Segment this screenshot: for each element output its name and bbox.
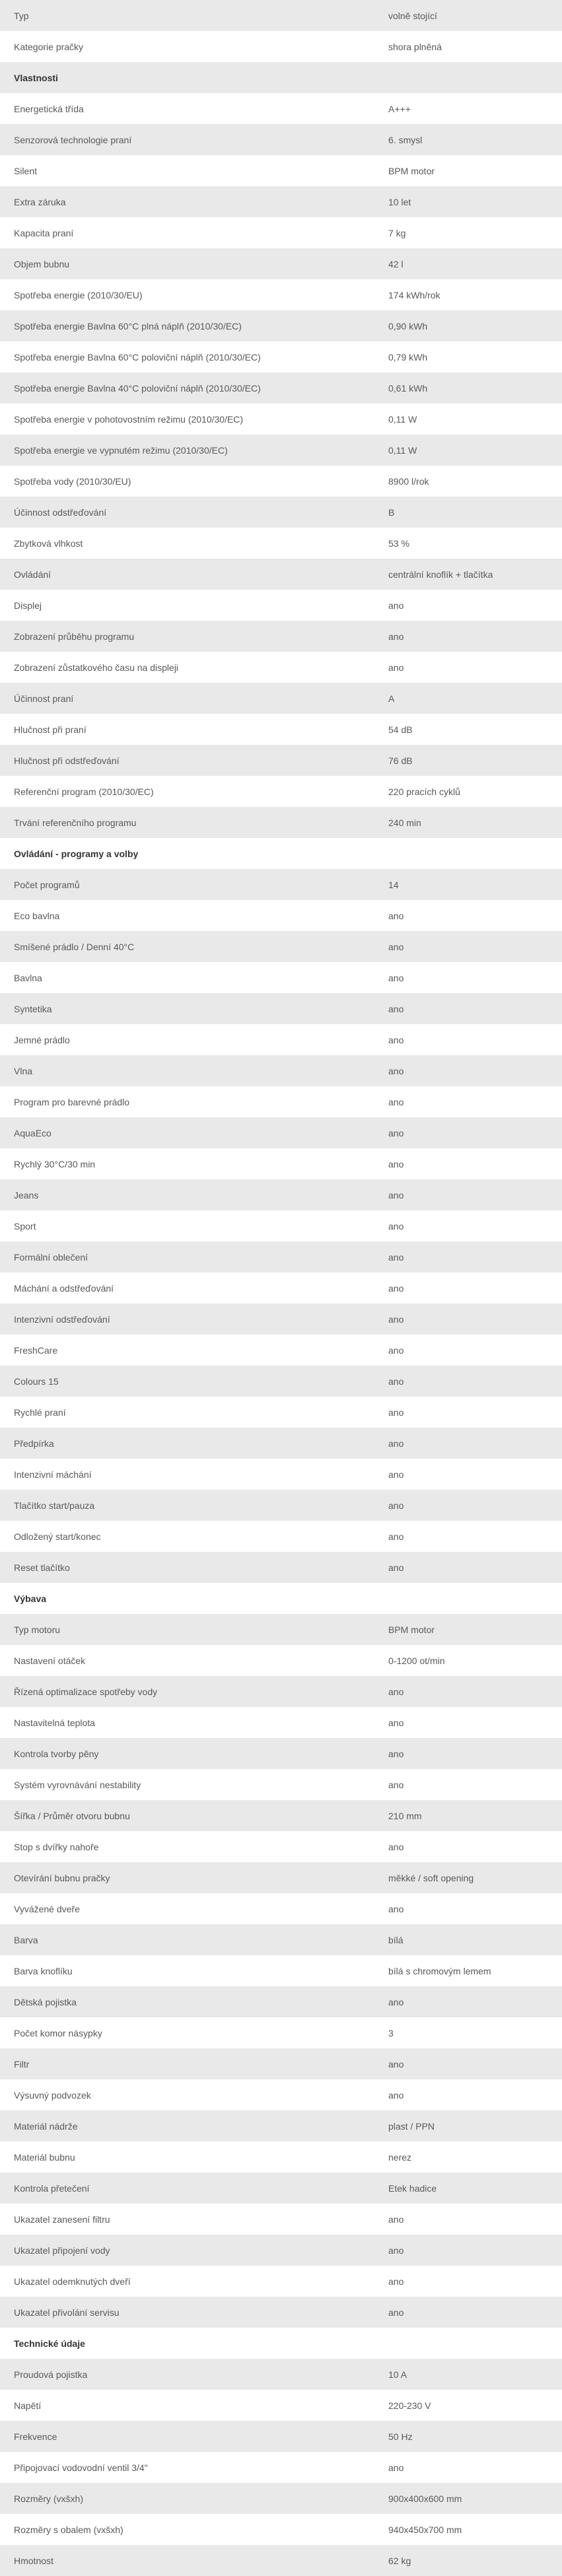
spec-value: ano (388, 1686, 404, 1697)
spec-row (0, 1024, 562, 1055)
spec-label: Intenzivní odstřeďování (14, 1313, 110, 1325)
spec-label: Bavlna (14, 972, 42, 983)
spec-row (0, 2048, 562, 2079)
spec-label: Reset tlačítko (14, 1562, 70, 1573)
spec-row (0, 2110, 562, 2141)
spec-label: Vlna (14, 1065, 33, 1076)
spec-row (0, 1800, 562, 1831)
spec-value: BPM motor (388, 165, 435, 176)
spec-label: Ovládání (14, 569, 52, 580)
spec-value: ano (388, 972, 404, 983)
spec-value: 8900 l/rok (388, 475, 429, 487)
spec-row (0, 745, 562, 776)
spec-value: 940x450x700 mm (388, 2524, 462, 2535)
spec-row (0, 528, 562, 559)
spec-value: ano (388, 1407, 404, 1418)
spec-value: 7 kg (388, 227, 406, 238)
spec-row (0, 1955, 562, 1986)
spec-row (0, 2390, 562, 2421)
spec-row (0, 621, 562, 652)
spec-label: Referenční program (2010/30/EC) (14, 786, 154, 797)
section-title: Technické údaje (14, 2338, 85, 2349)
spec-value: ano (388, 1469, 404, 1480)
spec-label: Jemné prádlo (14, 1034, 70, 1045)
spec-value: 0,11 W (388, 444, 417, 456)
spec-row (0, 1459, 562, 1490)
spec-label: Ukazatel zanesení filtru (14, 2213, 110, 2225)
spec-label: Účinnost odstřeďování (14, 506, 107, 518)
spec-label: Jeans (14, 1189, 39, 1201)
spec-label: Rozměry (vxšxh) (14, 2493, 84, 2504)
spec-row (0, 217, 562, 248)
spec-label: Systém vyrovnávání nestability (14, 1779, 141, 1790)
spec-label: Ukazatel odemknutých dveří (14, 2276, 131, 2287)
spec-row (0, 0, 562, 31)
spec-value: 62 kg (388, 2555, 411, 2566)
spec-value: ano (388, 1438, 404, 1449)
spec-value: měkké / soft opening (388, 1872, 474, 1883)
spec-label: Řízená optimalizace spotřeby vody (14, 1686, 158, 1697)
section-title: Výbava (14, 1593, 47, 1604)
spec-value: bílá (388, 1934, 404, 1945)
spec-value: 220-230 V (388, 2400, 431, 2411)
spec-label: Výsuvný podvozek (14, 2089, 91, 2101)
spec-value: ano (388, 910, 404, 921)
spec-row (0, 2266, 562, 2297)
spec-label: Hmotnost (14, 2555, 53, 2566)
spec-value: 76 dB (388, 755, 413, 766)
spec-row (0, 776, 562, 807)
spec-value: ano (388, 2462, 404, 2473)
section-title: Ovládání - programy a volby (14, 848, 139, 859)
spec-value: ano (388, 1127, 404, 1138)
spec-value: ano (388, 1096, 404, 1107)
spec-value: shora plněná (388, 41, 442, 52)
spec-value: 0,79 kWh (388, 351, 428, 363)
spec-value: ano (388, 1375, 404, 1387)
spec-row (0, 1986, 562, 2017)
spec-row (0, 341, 562, 372)
spec-value: ano (388, 662, 404, 673)
spec-row (0, 497, 562, 528)
spec-label: Spotřeba energie Bavlna 60°C poloviční náplň (2010/30/EC) (14, 351, 261, 363)
section-header-row (0, 2328, 562, 2359)
spec-label: Kontrola tvorby pěny (14, 1748, 99, 1759)
spec-label: Připojovací vodovodní ventil 3/4" (14, 2462, 148, 2473)
spec-value: A (388, 693, 395, 704)
spec-value: ano (388, 2245, 404, 2256)
spec-row (0, 2173, 562, 2204)
spec-label: Typ motoru (14, 1624, 61, 1635)
spec-row (0, 807, 562, 838)
spec-label: Předpírka (14, 1438, 54, 1449)
spec-value: 54 dB (388, 724, 413, 735)
spec-label: Ukazatel připojení vody (14, 2245, 110, 2256)
spec-row (0, 559, 562, 590)
spec-label: Extra záruka (14, 196, 66, 207)
spec-value: bílá s chromovým lemem (388, 1965, 491, 1976)
spec-label: Materiál nádrže (14, 2120, 78, 2132)
spec-row (0, 2079, 562, 2110)
spec-row (0, 1272, 562, 1304)
spec-row (0, 1521, 562, 1552)
spec-value: 10 let (388, 196, 411, 207)
spec-row (0, 1304, 562, 1335)
spec-label: Stop s dvířky nahoře (14, 1841, 99, 1852)
spec-label: Objem bubnu (14, 258, 70, 269)
spec-value: ano (388, 941, 404, 952)
spec-value: Etek hadice (388, 2182, 437, 2194)
spec-label: Syntetika (14, 1003, 52, 1014)
section-header-row (0, 1583, 562, 1614)
spec-value: ano (388, 1282, 404, 1294)
spec-value: ano (388, 2089, 404, 2101)
spec-value: ano (388, 1189, 404, 1201)
spec-label: Spotřeba energie Bavlna 60°C plná náplň (2010/30/EC) (14, 320, 242, 331)
spec-value: 42 l (388, 258, 404, 269)
spec-label: Spotřeba vody (2010/30/EU) (14, 475, 131, 487)
spec-value: volně stojící (388, 10, 437, 21)
spec-row (0, 2017, 562, 2048)
spec-label: Barva (14, 1934, 38, 1945)
spec-value: BPM motor (388, 1624, 435, 1635)
spec-label: Barva knoflíku (14, 1965, 73, 1976)
spec-value: plast / PPN (388, 2120, 435, 2132)
spec-row (0, 1397, 562, 1428)
spec-value: ano (388, 1220, 404, 1232)
spec-row (0, 403, 562, 435)
spec-value: 210 mm (388, 1810, 422, 1821)
spec-value: ano (388, 1996, 404, 2007)
spec-label: Materiál bubnu (14, 2151, 75, 2163)
spec-row (0, 2359, 562, 2390)
spec-row (0, 1738, 562, 1769)
spec-label: Dětská pojistka (14, 1996, 77, 2007)
spec-value: A+++ (388, 103, 411, 114)
spec-label: Frekvence (14, 2431, 57, 2442)
spec-row (0, 248, 562, 279)
spec-value: 0,90 kWh (388, 320, 428, 331)
spec-label: Nastavení otáček (14, 1655, 86, 1666)
spec-value: ano (388, 1313, 404, 1325)
spec-label: Napětí (14, 2400, 42, 2411)
spec-row (0, 1645, 562, 1676)
spec-label: Odložený start/konec (14, 1531, 101, 1542)
spec-row (0, 1428, 562, 1459)
spec-label: FreshCare (14, 1344, 58, 1356)
spec-row (0, 1148, 562, 1179)
spec-label: Spotřeba energie (2010/30/EU) (14, 289, 143, 300)
spec-row (0, 1831, 562, 1862)
spec-row (0, 590, 562, 621)
spec-value: ano (388, 1344, 404, 1356)
spec-row (0, 2141, 562, 2173)
spec-row (0, 1769, 562, 1800)
spec-value: 3 (388, 2027, 394, 2038)
spec-value: 240 min (388, 817, 421, 828)
section-header-row (0, 62, 562, 93)
spec-label: Colours 15 (14, 1375, 59, 1387)
spec-value: ano (388, 1779, 404, 1790)
spec-value: ano (388, 2213, 404, 2225)
spec-row (0, 1366, 562, 1397)
spec-label: Hlučnost při odstřeďování (14, 755, 120, 766)
spec-value: ano (388, 1562, 404, 1573)
spec-value: 14 (388, 879, 399, 890)
spec-value: ano (388, 1841, 404, 1852)
spec-label: Účinnost praní (14, 693, 74, 704)
spec-label: Rychlý 30°C/30 min (14, 1158, 96, 1169)
spec-label: Eco bavlna (14, 910, 60, 921)
spec-row (0, 1210, 562, 1241)
spec-label: AquaEco (14, 1127, 52, 1138)
spec-label: Silent (14, 165, 38, 176)
spec-row (0, 1614, 562, 1645)
spec-label: Kapacita praní (14, 227, 74, 238)
spec-row (0, 900, 562, 931)
spec-row (0, 1179, 562, 1210)
spec-label: Zobrazení zůstatkového času na displeji (14, 662, 179, 673)
spec-value: 6. smysl (388, 134, 423, 145)
spec-row (0, 186, 562, 217)
spec-value: 220 pracích cyklů (388, 786, 460, 797)
spec-row (0, 93, 562, 124)
spec-value: B (388, 506, 395, 518)
spec-value: ano (388, 1065, 404, 1076)
spec-value: ano (388, 1003, 404, 1014)
spec-value: ano (388, 1500, 404, 1511)
spec-row (0, 435, 562, 466)
spec-row (0, 1335, 562, 1366)
spec-row (0, 993, 562, 1024)
spec-label: Proudová pojistka (14, 2369, 88, 2380)
spec-row (0, 310, 562, 341)
spec-row (0, 1241, 562, 1272)
spec-value: nerez (388, 2151, 412, 2163)
spec-row (0, 155, 562, 186)
spec-value: 174 kWh/rok (388, 289, 440, 300)
spec-value: 53 % (388, 538, 409, 549)
spec-label: Sport (14, 1220, 36, 1232)
spec-label: Spotřeba energie v pohotovostním režimu (2010/30/EC) (14, 413, 244, 425)
spec-value: ano (388, 1251, 404, 1263)
spec-row (0, 1862, 562, 1893)
spec-label: Počet komor násypky (14, 2027, 102, 2038)
spec-value: ano (388, 1748, 404, 1759)
spec-label: Senzorová technologie praní (14, 134, 132, 145)
spec-label: Intenzivní máchání (14, 1469, 92, 1480)
spec-row (0, 2421, 562, 2452)
spec-row (0, 714, 562, 745)
spec-row (0, 2204, 562, 2235)
spec-label: Kontrola přetečení (14, 2182, 90, 2194)
spec-row (0, 2297, 562, 2328)
spec-label: Zbytková vlhkost (14, 538, 83, 549)
spec-label: Formální oblečení (14, 1251, 88, 1263)
spec-label: Filtr (14, 2058, 30, 2070)
spec-value: ano (388, 1158, 404, 1169)
spec-label: Tlačítko start/pauza (14, 1500, 95, 1511)
spec-value: ano (388, 631, 404, 642)
spec-label: Ukazatel přivolání servisu (14, 2307, 120, 2318)
spec-row (0, 372, 562, 403)
spec-value: centrální knoflík + tlačítka (388, 569, 493, 580)
spec-row (0, 1552, 562, 1583)
spec-label: Rozměry s obalem (vxšxh) (14, 2524, 123, 2535)
spec-value: 0-1200 ot/min (388, 1655, 445, 1666)
spec-row (0, 683, 562, 714)
spec-label: Trvání referenčního programu (14, 817, 137, 828)
spec-row (0, 1924, 562, 1955)
spec-label: Vyvážené dveře (14, 1903, 80, 1914)
spec-row (0, 2235, 562, 2266)
spec-row (0, 2514, 562, 2545)
spec-value: ano (388, 1717, 404, 1728)
spec-label: Otevírání bubnu pračky (14, 1872, 110, 1883)
spec-label: Energetická třída (14, 103, 84, 114)
spec-value: ano (388, 600, 404, 611)
spec-row (0, 1676, 562, 1707)
spec-value: 0,61 kWh (388, 382, 428, 394)
spec-value: 0,11 W (388, 413, 417, 425)
spec-row (0, 869, 562, 900)
spec-label: Displej (14, 600, 42, 611)
spec-row (0, 2452, 562, 2483)
spec-value: ano (388, 1531, 404, 1542)
section-header-row (0, 838, 562, 869)
spec-row (0, 466, 562, 497)
spec-label: Hlučnost při praní (14, 724, 87, 735)
spec-label: Rychlé praní (14, 1407, 66, 1418)
spec-label: Spotřeba energie ve vypnutém režimu (2010/30/EC) (14, 444, 228, 456)
spec-row (0, 1707, 562, 1738)
spec-row (0, 31, 562, 62)
spec-row (0, 1490, 562, 1521)
spec-value: ano (388, 2276, 404, 2287)
spec-label: Zobrazení průběhu programu (14, 631, 135, 642)
spec-label: Kategorie pračky (14, 41, 84, 52)
spec-row (0, 1055, 562, 1086)
spec-label: Šířka / Průměr otvoru bubnu (14, 1810, 130, 1821)
spec-value: 50 Hz (388, 2431, 413, 2442)
spec-row (0, 2483, 562, 2514)
spec-row (0, 1086, 562, 1117)
spec-row (0, 652, 562, 683)
spec-value: ano (388, 1034, 404, 1045)
spec-row (0, 279, 562, 310)
spec-value: 900x400x600 mm (388, 2493, 462, 2504)
spec-label: Spotřeba energie Bavlna 40°C poloviční náplň (2010/30/EC) (14, 382, 261, 394)
spec-row (0, 1893, 562, 1924)
spec-label: Nastavitelná teplota (14, 1717, 95, 1728)
spec-row (0, 931, 562, 962)
spec-label: Smíšené prádlo / Denní 40°C (14, 941, 135, 952)
spec-row (0, 1117, 562, 1148)
spec-row (0, 124, 562, 155)
spec-value: 10 A (388, 2369, 407, 2380)
spec-value: ano (388, 1903, 404, 1914)
spec-label: Máchání a odstřeďování (14, 1282, 114, 1294)
spec-label: Počet programů (14, 879, 80, 890)
spec-value: ano (388, 2307, 404, 2318)
spec-label: Program pro barevné prádlo (14, 1096, 130, 1107)
spec-label: Typ (14, 10, 29, 21)
spec-row (0, 2545, 562, 2576)
spec-row (0, 962, 562, 993)
section-title: Vlastnosti (14, 72, 58, 83)
spec-value: ano (388, 2058, 404, 2070)
